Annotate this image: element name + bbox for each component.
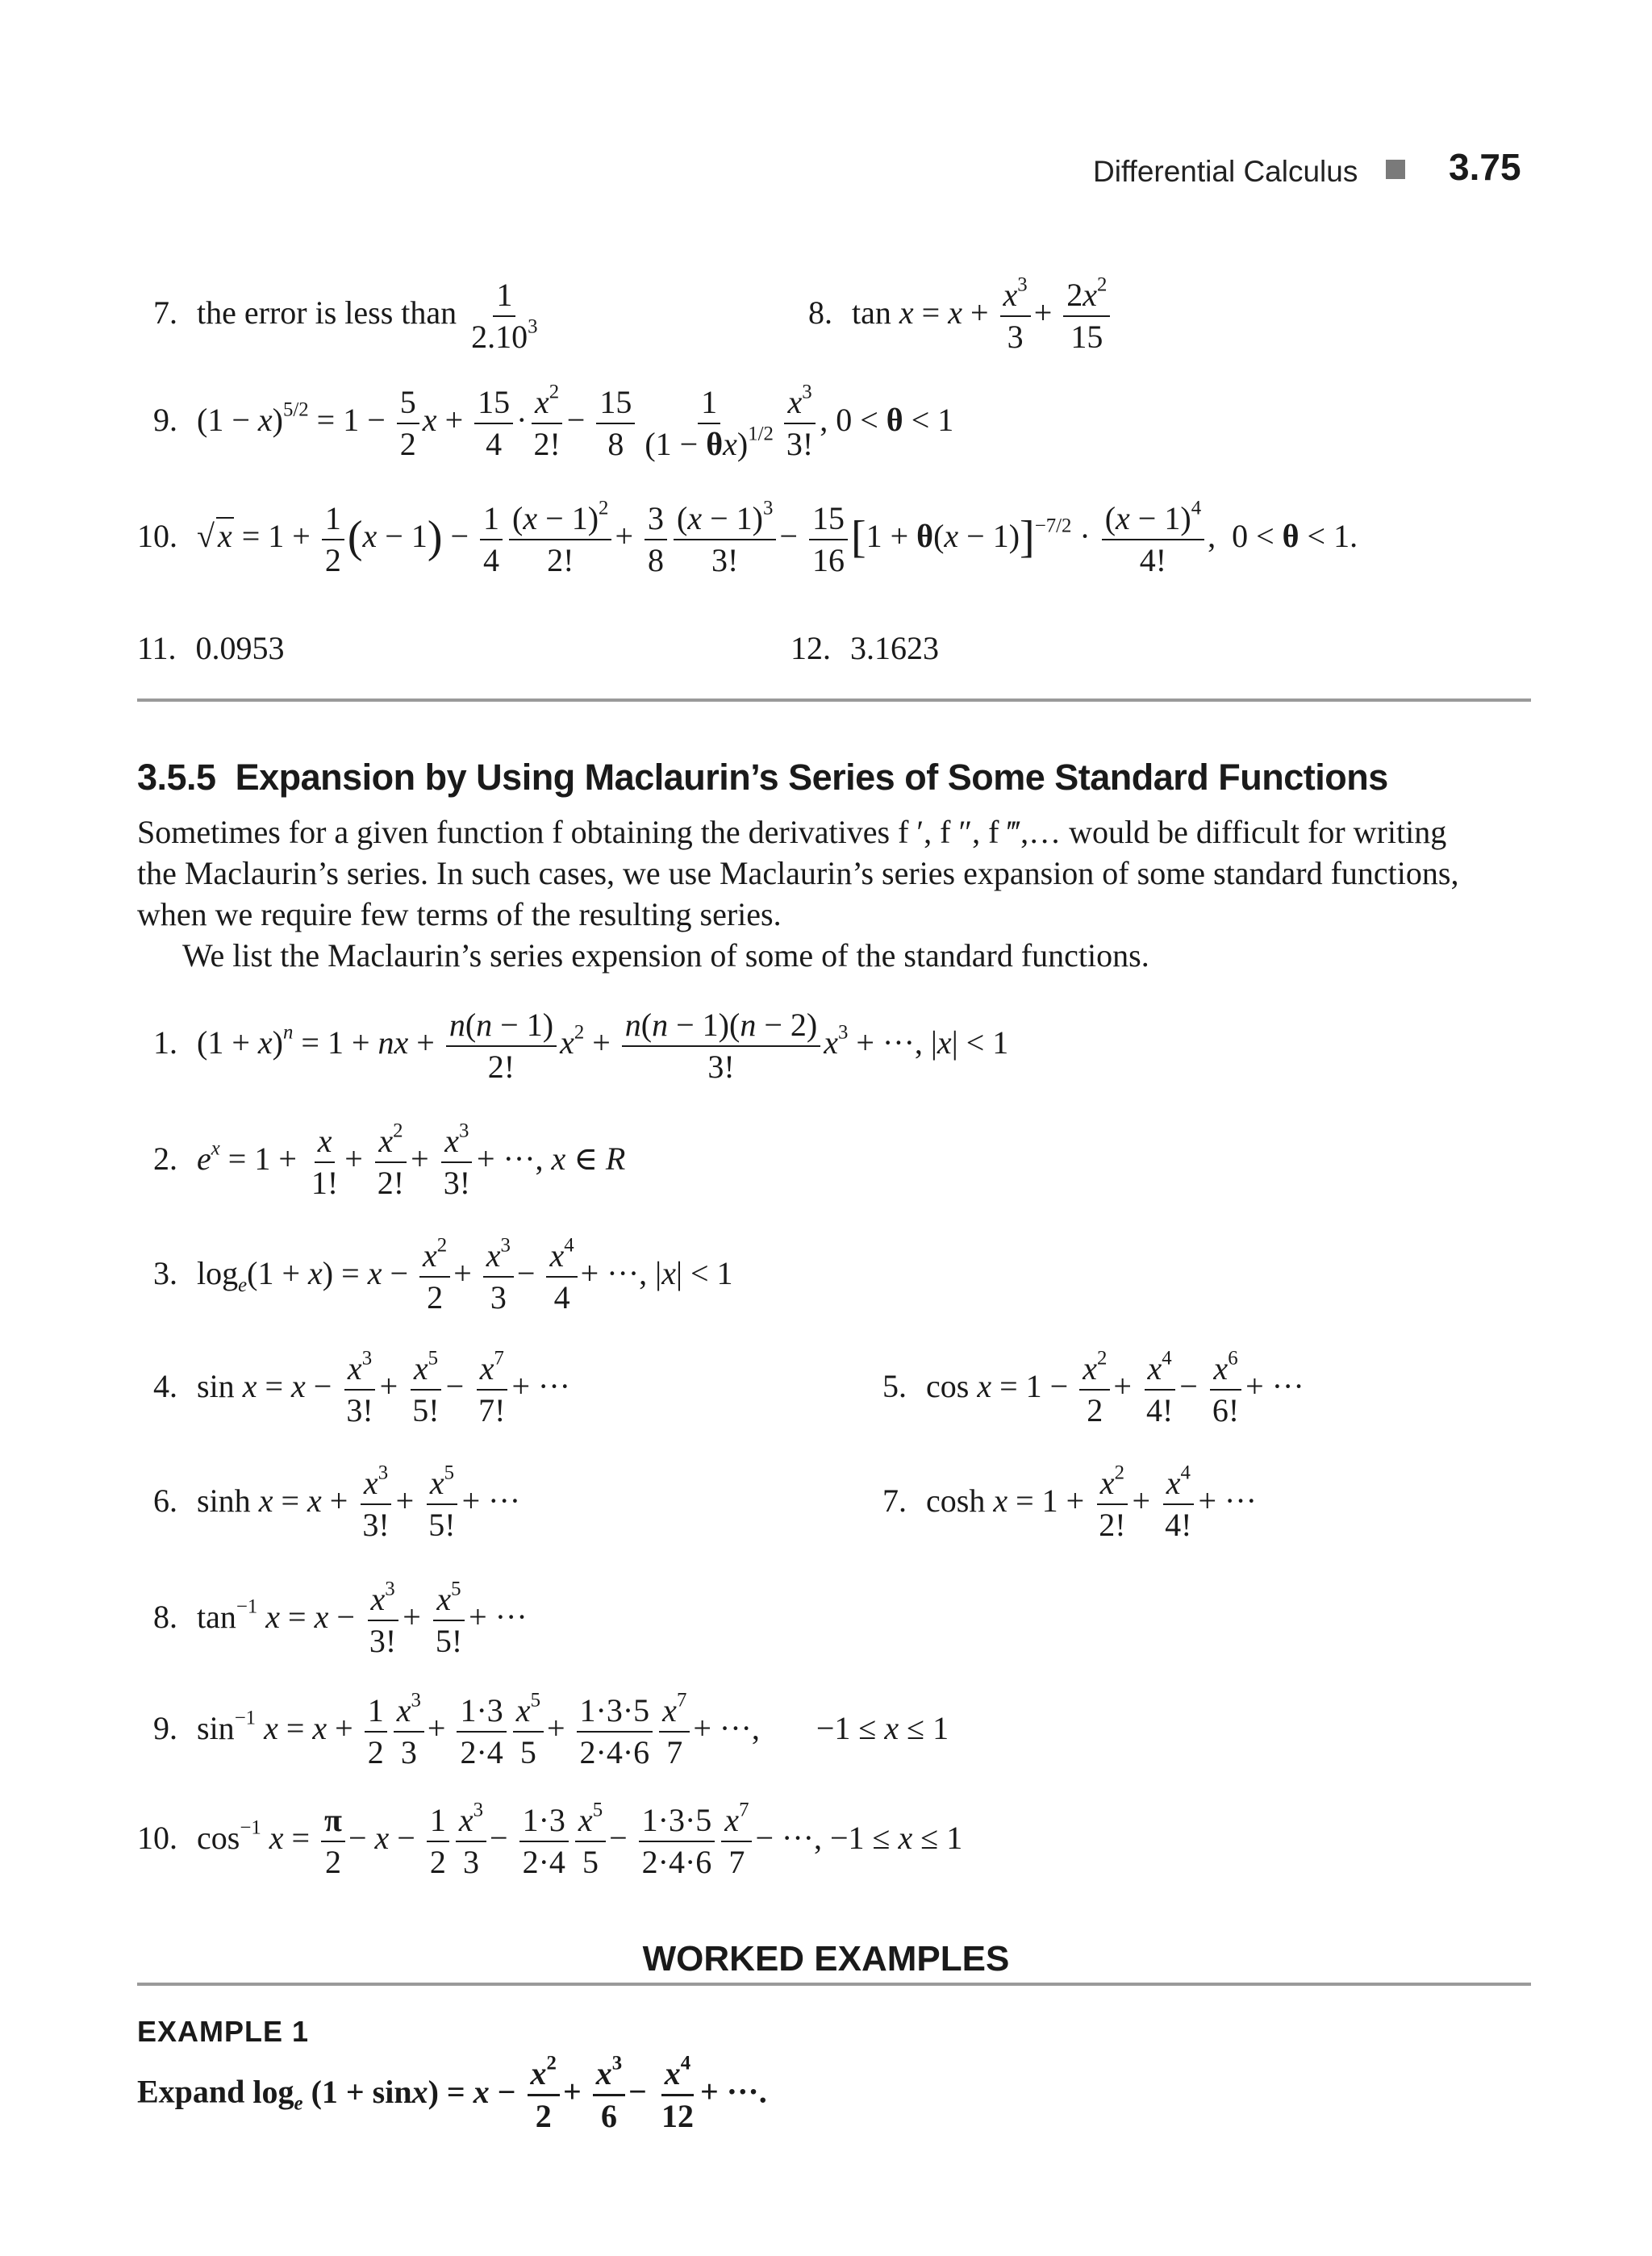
page-number: 3.75 (1449, 146, 1521, 188)
answer-label: 11. (137, 630, 177, 666)
answer-10: 10. √ x = 1 + $\frac{1}{2}$ (x − 1) − $\frac{1}{4}$ $\frac{(x - 1)^2}{2!}$ + $\frac{3}{8}$ $\frac{(x - 1)^3}{3!}$ − $\frac{15}{16}$ $[1 + \theta(x - 1)]^{-7/2}$ · $\frac{(x - 1)^4}{4!}$ , 0 < θ < 1. (137, 497, 1358, 578)
example-1-statement: Expand $\log_e (1 + \sin x) = x$ − $\frac{x^2}{2}$ + $\frac{x^3}{6}$ − $\frac{x^4}{12}$ + ···. (137, 2052, 767, 2134)
series-label: 6. (153, 1482, 177, 1520)
answer-12 (791, 632, 939, 665)
paragraph-line: the Maclaurin’s series. In such cases, we use Maclaurin’s series expansion of some standard functions, (137, 855, 1459, 891)
running-title: Differential Calculus (1093, 155, 1358, 188)
answer-11 (137, 632, 285, 665)
answer-7: 7. the error is less than $\frac{1}{2.10^3}$ (153, 277, 538, 355)
series-9: 9. $\sin^{-1} x = x$ + $\frac{1}{2}$ $\frac{x^3}{3}$ + $\frac{1\cdot 3}{2\cdot 4}$ $\frac{x^5}{5}$ + $\frac{1\cdot 3\cdot 5}{2\cdot 4\cdot 6}$ $\frac{x^7}{7}$ + ···, −1 ≤ x ≤ 1 (153, 1689, 949, 1770)
series-5: 5. cos x = 1 − $\frac{x^2}{2}$ + $\frac{x^4}{4!}$ − $\frac{x^6}{6!}$ + ··· (882, 1347, 1304, 1428)
series-label: 10. (137, 1820, 177, 1857)
series-label: 2. (153, 1141, 177, 1178)
series-label: 5. (882, 1368, 907, 1405)
paragraph-line: Sometimes for a given function f obtaining the derivatives f ′, f ″, f ‴,… would be difficult for writing (137, 814, 1447, 850)
section-heading (137, 757, 1388, 799)
answer-value: 3.1623 (850, 630, 939, 666)
answer-label: 7. (153, 294, 177, 332)
series-label: 3. (153, 1255, 177, 1292)
series-label: 9. (153, 1710, 177, 1747)
paragraph-line: when we require few terms of the resulting series. (137, 896, 782, 932)
series-7: 7. cosh x = 1 + $\frac{x^2}{2!}$ + $\frac{x^4}{4!}$ + ··· (882, 1462, 1257, 1543)
answer-label: 12. (791, 630, 831, 666)
series-label: 7. (882, 1482, 907, 1520)
paragraph-line: We list the Maclaurin’s series expension of some of the standard functions. (182, 937, 1149, 974)
divider-bottom (137, 1983, 1531, 1986)
series-3: 3. $\log_e(1 + x) = x$ − $\frac{x^2}{2}$ + $\frac{x^3}{3}$ − $\frac{x^4}{4}$ + ···, |x| < 1 (153, 1234, 733, 1316)
series-10: 10. $\cos^{-1} x$ = $\frac{\pi}{2}$ − x − $\frac{1}{2}$ $\frac{x^3}{3}$ − $\frac{1\cdot 3}{2\cdot 4}$ $\frac{x^5}{5}$ − $\frac{1\cdot 3\cdot 5}{2\cdot 4\cdot 6}$ $\frac{x^7}{7}$ − ···, −1 ≤ x ≤ 1 (137, 1799, 963, 1880)
answer-value: 0.0953 (195, 630, 285, 666)
series-4: 4. sin x = x − $\frac{x^3}{3!}$ + $\frac{x^5}{5!}$ − $\frac{x^7}{7!}$ + ··· (153, 1347, 570, 1428)
fraction-numerator: 1 (493, 278, 515, 317)
section-number: 3.5.5 (137, 757, 216, 798)
answer-9: 9. $(1 - x)^{5/2} = 1$ − $\frac{5}{2}$ x + $\frac{15}{4}$ · $\frac{x^2}{2!}$ − $\frac{15}{8}$ $\frac{1}{(1 - \theta x)^{1/2}}$ $\frac{x^3}{3!}$ , 0 < θ < 1 (153, 381, 954, 462)
answer-text: the error is less than (197, 294, 457, 332)
series-label: 4. (153, 1368, 177, 1405)
example-label: EXAMPLE 1 (137, 2015, 310, 2048)
header-square-icon (1386, 160, 1405, 179)
answer-label: 10. (137, 518, 177, 555)
series-6: 6. sinh x = x + $\frac{x^3}{3!}$ + $\frac{x^5}{5!}$ + ··· (153, 1462, 521, 1543)
section-paragraph (137, 811, 1541, 976)
series-label: 8. (153, 1599, 177, 1636)
answer-label: 9. (153, 402, 177, 439)
section-title: Expansion by Using Maclaurin’s Series of Some Standard Functions (235, 757, 1388, 798)
series-8: 8. $\tan^{-1} x = x$ − $\frac{x^3}{3!}$ + $\frac{x^5}{5!}$ + ··· (153, 1578, 528, 1659)
series-1: 1. $(1 + x)^n = 1$ + nx + $\frac{n(n - 1)}{2!}$ $x^2$ + $\frac{n(n - 1)(n - 2)}{3!}$ $x^3$ + ···, |x| < 1 (153, 1007, 1009, 1085)
series-label: 1. (153, 1024, 177, 1061)
worked-examples-heading: WORKED EXAMPLES (642, 1939, 1010, 1979)
series-2: 2. $e^x = 1$ + $\frac{x}{1!}$ + $\frac{x^2}{2!}$ + $\frac{x^3}{3!}$ + ···, x ∈ R (153, 1120, 626, 1201)
answer-label: 8. (808, 294, 832, 332)
divider-top (137, 698, 1531, 702)
example-expand-word: Expand (137, 2073, 245, 2110)
answer-8: 8. tan x = x + $\frac{x^3}{3}$ + $\frac{2x^2}{15}$ (808, 278, 1113, 354)
fraction-denominator: 2.10 (471, 319, 528, 355)
